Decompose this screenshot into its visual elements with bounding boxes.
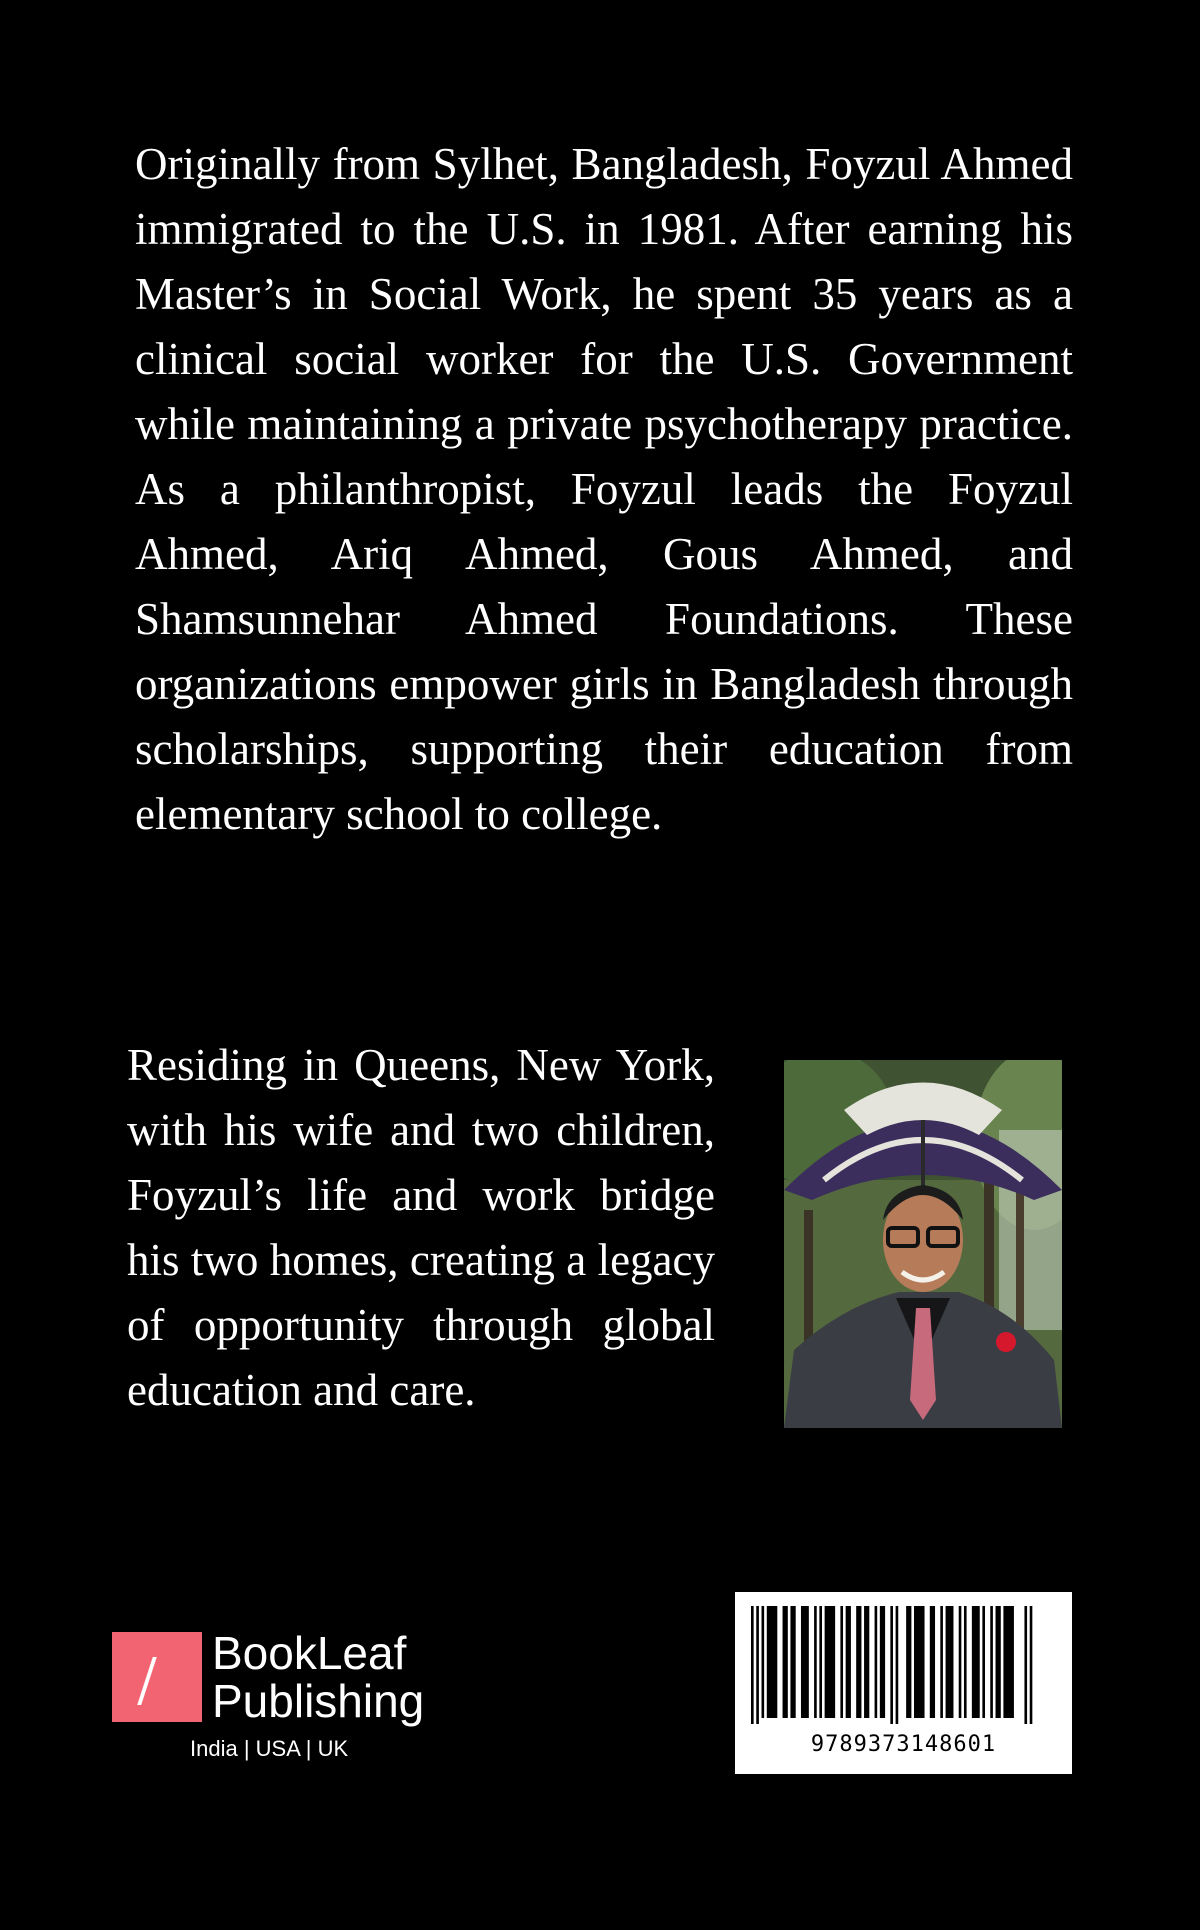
slash-icon [137, 1657, 157, 1705]
author-photo [784, 1060, 1062, 1428]
author-bio-paragraph: Originally from Sylhet, Bangladesh, Foyzul Ahmed immigrated to the U.S. in 1981. After earning his Master’s in Social Work, he spent 35 years as a clinical social worker for the U.S. Government while maintaining a private psychotherapy practice. As a philanthropist, Foyzul leads the Foyzul Ahmed, Ariq Ahmed, Gous Ahmed, and Shamsunnehar Ahmed Foundations. These organizations empower girls in Bangladesh through scholarships, supporting their education from elementary school to college. [135, 139, 1073, 839]
isbn-barcode [735, 1592, 1072, 1774]
publisher-regions: India | USA | UK [190, 1736, 349, 1761]
publisher-logo-mark [112, 1632, 202, 1722]
author-residence-paragraph: Residing in Queens, New York, with his wife and two children, Foyzul’s life and work bridge his two homes, creating a legacy of opportunity through global education and care. [127, 1040, 715, 1415]
isbn-number: 9789373148601 [810, 1732, 997, 1757]
barcode-bars [751, 1606, 1056, 1724]
publisher-name-line-2: Publishing [212, 1675, 425, 1727]
publisher-name-line-1: BookLeaf [212, 1627, 407, 1679]
publisher-logo [112, 1628, 452, 1768]
